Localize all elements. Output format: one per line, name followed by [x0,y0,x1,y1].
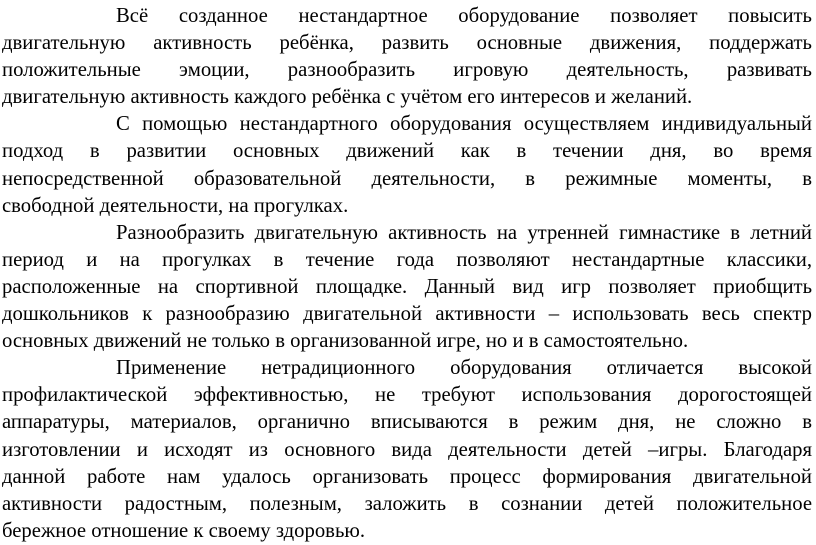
paragraph-1 [2,3,812,111]
text-line: непосредственной образовательной деятельности, в режимные моменты, в [2,167,812,190]
text-line: Разнообразить двигательную активность на утренней гимнастике в летний [116,221,812,244]
paragraph-4 [2,355,812,545]
text-line: С помощью нестандартного оборудования осуществляем индивидуальный [116,113,812,136]
text-line: данной работе нам удалось организовать процесс формирования двигательной [2,465,812,488]
text-line: основных движений не только в организованной игре, но и в самостоятельно. [2,330,689,353]
text-line: Применение нетрадиционного оборудования отличается высокой [116,357,812,380]
text-line: расположенные на спортивной площадке. Данный вид игр позволяет приобщить [2,275,812,298]
text-line: дошкольников к разнообразию двигательной активности – использовать весь спектр [2,303,812,326]
text-line: активности радостным, полезным, заложить в сознании детей положительное [2,492,812,515]
paragraph-3 [2,220,812,355]
text-line: подход в развитии основных движений как в течении дня, во время [2,140,812,163]
text-line: положительные эмоции, разнообразить игровую деятельность, развивать [2,59,812,82]
paragraph-2 [2,111,812,219]
text-line: двигательную активность ребёнка, развить основные движения, поддержать [2,32,812,55]
text-line: бережное отношение к своему здоровью. [2,519,366,542]
text-line: Всё созданное нестандартное оборудование позволяет повысить [116,5,812,27]
text-line: изготовлении и исходят из основного вида деятельности детей –игры. Благодаря [2,438,812,461]
text-line: период и на прогулках в течение года позволяют нестандартные классики, [2,248,812,271]
text-line: аппаратуры, материалов, органично вписываются в режим дня, не сложно в [2,411,812,434]
text-line: двигательную активность каждого ребёнка с учётом его интересов и желаний. [2,86,693,109]
text-line: профилактической эффективностью, не требуют использования дорогостоящей [2,384,812,407]
text-line: свободной деятельности, на прогулках. [2,194,349,217]
